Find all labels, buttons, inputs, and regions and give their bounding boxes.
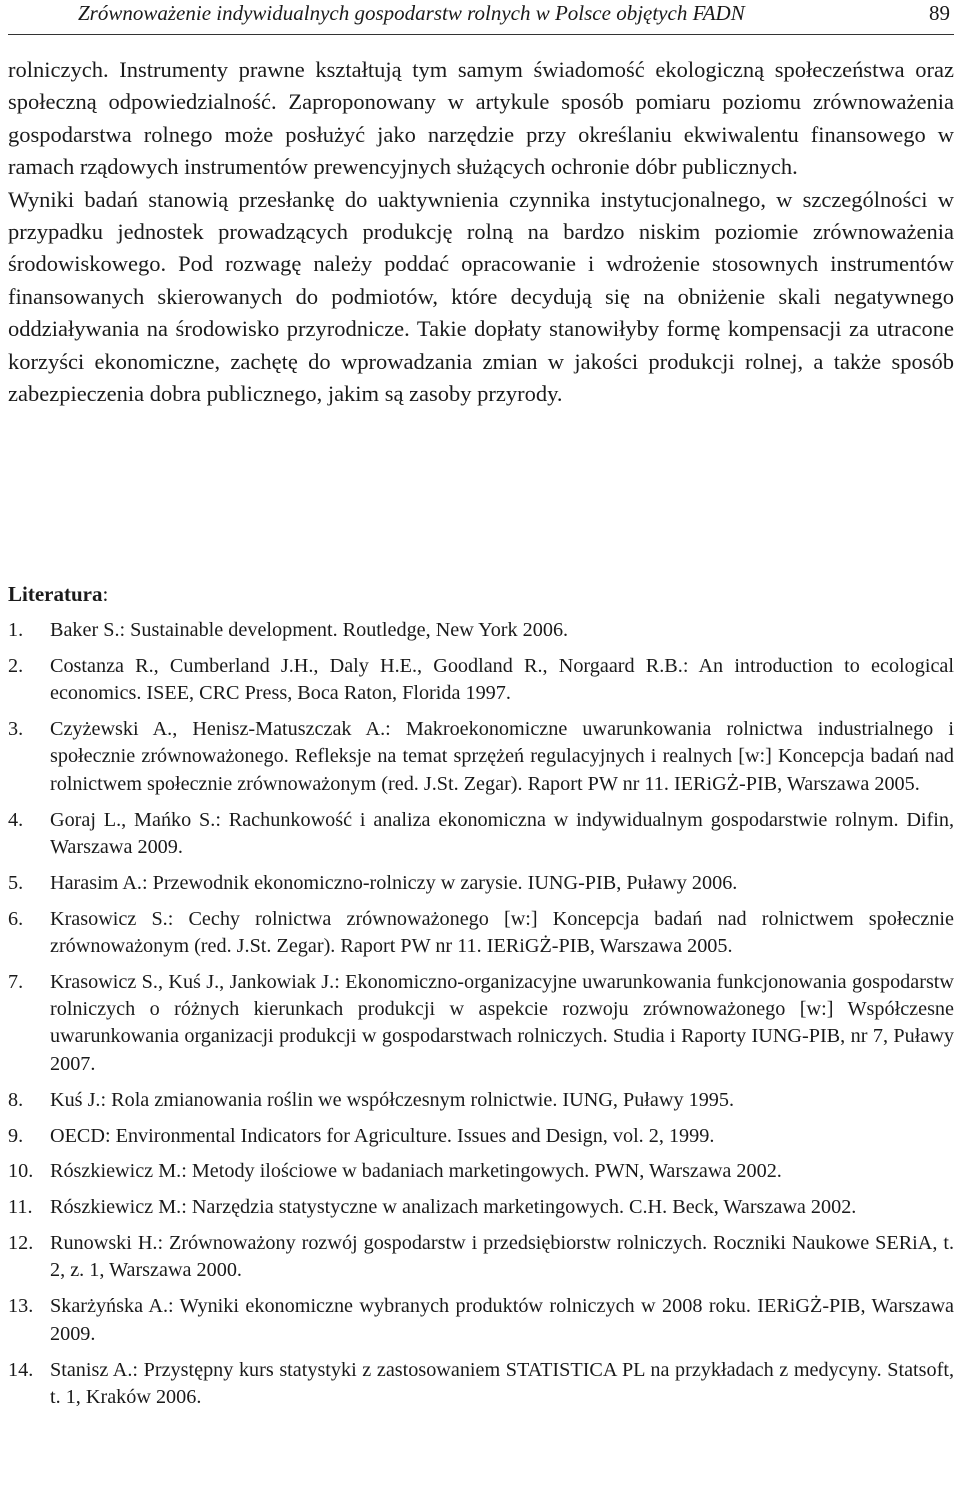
reference-item: [8, 1194, 954, 1221]
reference-text: Baker S.: Sustainable development. Routledge, New York 2006.: [50, 619, 569, 641]
page-number: 89: [929, 1, 950, 25]
reference-number: 14.: [8, 1358, 34, 1381]
reference-text: Krasowicz S.: Cechy rolnictwa zrównoważonego [w:] Koncepcja badań nad rolnictwem społecznie zrównoważonym (red. J.St. Zegar). Raport PW nr 11. IERiGŻ-PIB, Warszawa 2005.: [50, 907, 954, 957]
body-text: [8, 54, 954, 410]
literature-heading: [8, 580, 108, 608]
reference-item: [8, 1357, 954, 1412]
reference-text: Rószkiewicz M.: Metody ilościowe w badaniach marketingowych. PWN, Warszawa 2002.: [50, 1160, 782, 1183]
reference-text: Krasowicz S., Kuś J., Jankowiak J.: Ekonomiczno-organizacyjne uwarunkowania funkcjonowania gospodarstw rolniczych o różnych kierunkach produkcji w aspekcie rozwoju zrównoważonego [w:] Współczesne uwarunkowania organizacji produkcji w gospodarstwach rolniczych. Studia i Raporty IUNG-PIB, nr 7, Puławy 2007.: [50, 970, 954, 1075]
reference-item: [8, 1087, 954, 1114]
reference-item: [8, 906, 954, 961]
reference-text: Rószkiewicz M.: Narzędzia statystyczne w analizach marketingowych. C.H. Beck, Warszawa 2002.: [50, 1196, 857, 1219]
reference-number: 12.: [8, 1232, 34, 1255]
reference-text: Kuś J.: Rola zmianowania roślin we współczesnym rolnictwie. IUNG, Puławy 1995.: [50, 1088, 735, 1111]
reference-number: 7.: [8, 970, 24, 993]
reference-list: [8, 617, 954, 1420]
reference-number: 4.: [8, 808, 24, 831]
reference-text: Runowski H.: Zrównoważony rozwój gospodarstw i przedsiębiorstw rolniczych. Roczniki Naukowe SERiA, t. 2, z. 1, Warszawa 2000.: [50, 1232, 954, 1282]
reference-text: Goraj L., Mańko S.: Rachunkowość i analiza ekonomiczna w indywidualnym gospodarstwie rolnym. Difin, Warszawa 2009.: [50, 808, 954, 858]
reference-number: 3.: [8, 718, 24, 741]
reference-item: [8, 716, 954, 798]
reference-text: Costanza R., Cumberland J.H., Daly H.E., Goodland R., Norgaard R.B.: An introduction to ecological economics. ISEE, CRC Press, Boca Raton, Florida 1997.: [50, 654, 954, 705]
reference-item: [8, 1158, 954, 1185]
reference-item: [8, 969, 954, 1078]
reference-text: Harasim A.: Przewodnik ekonomiczno-rolniczy w zarysie. IUNG-PIB, Puławy 2006.: [50, 871, 738, 894]
reference-text: Stanisz A.: Przystępny kurs statystyki z zastosowaniem STATISTICA PL na przykładach z medycyny. Statsoft, t. 1, Kraków 2006.: [50, 1358, 954, 1408]
literature-heading-colon: :: [102, 582, 109, 606]
paragraph-1: rolniczych. Instrumenty prawne kształtują tym samym świadomość ekologiczną społeczeństwa oraz społeczną odpowiedzialność. Zaproponowany w artykule sposób pomiaru poziomu zrównoważenia gospodarstwa rolnego może posłużyć jako narzędzie przy określaniu ekwiwalentu finansowego w ramach rządowych instrumentów prewencyjnych służących ochronie dóbr publicznych.: [8, 57, 954, 180]
reference-number: 2.: [8, 654, 24, 677]
reference-item: [8, 653, 954, 708]
reference-text: Czyżewski A., Henisz-Matuszczak A.: Makroekonomiczne uwarunkowania rolnictwa industrialnego i społecznie zrównoważonego. Refleksje na temat sprzężeń regulacyjnych i realnych [w:] Koncepcja badań nad rolnictwem społecznie zrównoważonym (red. J.St. Zegar). Raport PW nr 11. IERiGŻ-PIB, Warszawa 2005.: [50, 718, 954, 795]
reference-number: 11.: [8, 1196, 33, 1219]
reference-text: Skarżyńska A.: Wyniki ekonomiczne wybranych produktów rolniczych w 2008 roku. IERiGŻ-PIB, Warszawa 2009.: [50, 1295, 954, 1345]
reference-number: 13.: [8, 1295, 34, 1318]
reference-text: OECD: Environmental Indicators for Agriculture. Issues and Design, vol. 2, 1999.: [50, 1124, 715, 1147]
reference-item: [8, 807, 954, 862]
reference-number: 1.: [8, 619, 24, 641]
reference-item: [8, 617, 954, 644]
running-header-title: Zrównoważenie indywidualnych gospodarstw rolnych w Polsce objętych FADN: [78, 1, 745, 25]
reference-item: [8, 1230, 954, 1285]
reference-item: [8, 870, 954, 897]
reference-number: 8.: [8, 1088, 24, 1111]
running-header: [8, 0, 954, 35]
paragraph-2: Wyniki badań stanowią przesłankę do uaktywnienia czynnika instytucjonalnego, w szczególności w przypadku jednostek prowadzących produkcję rolną na bardzo niskim poziomie zrównoważenia środowiskowego. Pod rozwagę należy poddać opracowanie i wdrożenie stosownych instrumentów finansowanych skierowanych do podmiotów, które decydują się na obniżenie skali negatywnego oddziaływania na środowisko przyrodnicze. Takie dopłaty stanowiłyby formę kompensacji za utracone korzyści ekonomiczne, zachętę do wprowadzania zmian w jakości produkcji rolnej, a także sposób zabezpieczenia dobra publicznego, jakim są zasoby przyrody.: [8, 186, 954, 407]
reference-item: [8, 1293, 954, 1348]
reference-number: 10.: [8, 1160, 34, 1183]
reference-number: 9.: [8, 1124, 24, 1147]
reference-item: [8, 1123, 954, 1150]
reference-number: 6.: [8, 907, 24, 930]
literature-heading-label: Literatura: [8, 582, 103, 606]
reference-number: 5.: [8, 871, 24, 894]
